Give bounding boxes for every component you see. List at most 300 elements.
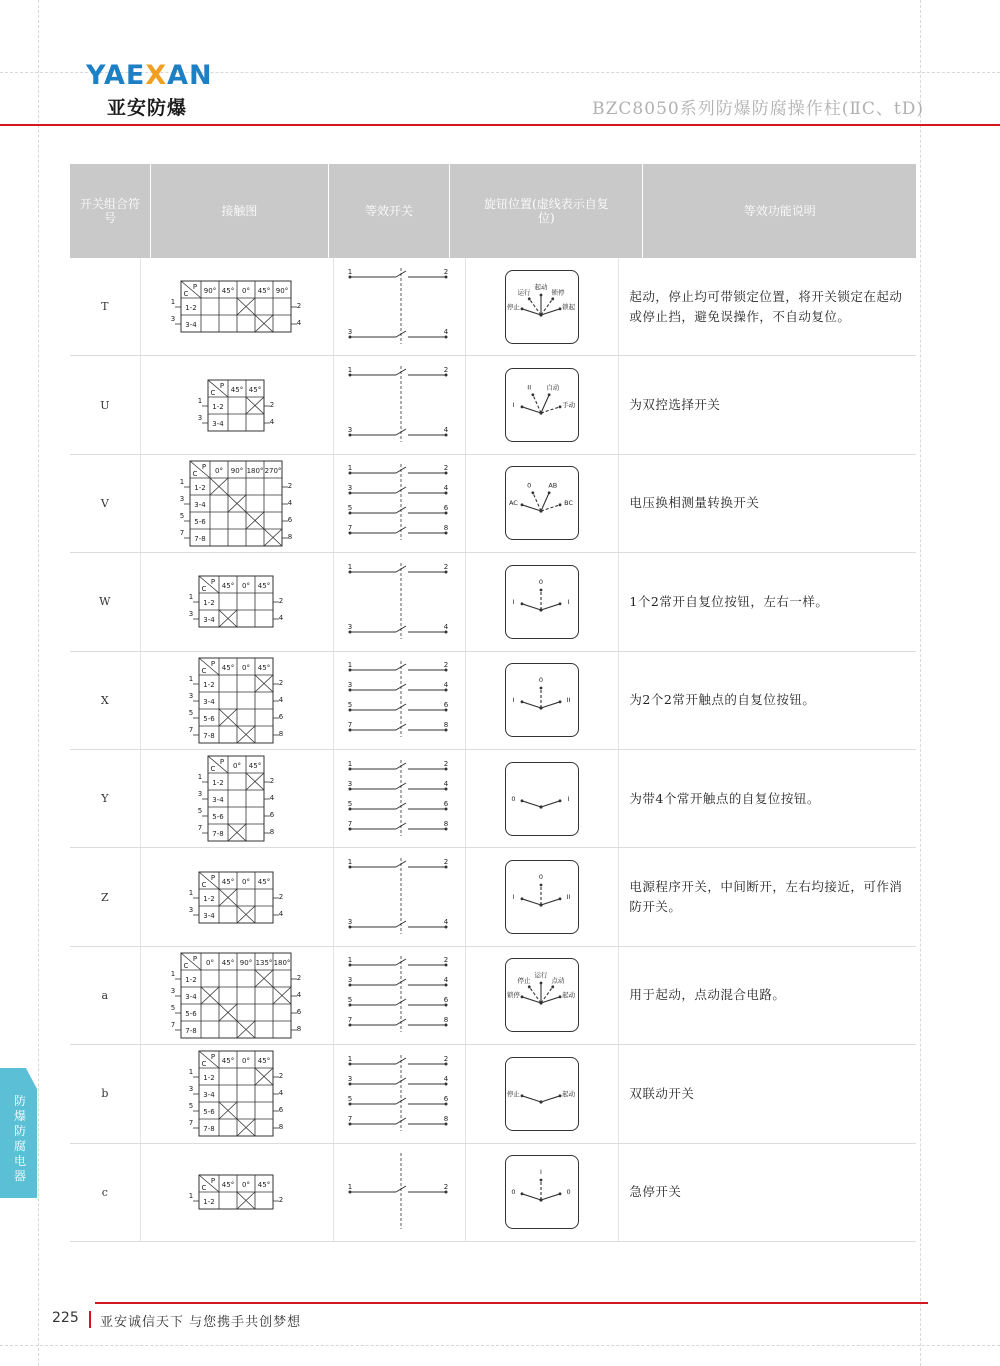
diagram-corner-c: C	[201, 585, 207, 594]
knob-position-cell	[466, 947, 619, 1044]
contact-diagram-cell	[141, 356, 334, 453]
knob-position-label: 0	[566, 1188, 571, 1197]
terminal-label: 6	[278, 1106, 283, 1115]
diagram-contact-label: 3-4	[185, 992, 197, 1001]
diagram-corner-p: P	[210, 659, 215, 668]
equivalent-switch-cell	[334, 848, 466, 945]
terminal-label: 1	[197, 773, 202, 782]
diagram-contact-label: 1-2	[203, 1074, 215, 1083]
knob-position-label: 锁停	[551, 288, 565, 297]
knob-position-diagram	[505, 860, 579, 934]
terminal-label: 1	[348, 1183, 353, 1192]
knob-position-cell	[466, 356, 619, 453]
table-row	[70, 455, 916, 553]
diagram-angle-label: 45°	[257, 287, 270, 296]
diagram-angle-label: 0°	[214, 466, 223, 475]
terminal-label: 7	[348, 1016, 353, 1025]
terminal-label: 2	[296, 302, 301, 311]
switch-symbol: Z	[101, 890, 109, 904]
terminal-label: 5	[188, 708, 193, 717]
table-row	[70, 652, 916, 750]
terminal-label: 4	[287, 498, 292, 507]
table-row	[70, 553, 916, 651]
contact-diagram-cell	[141, 258, 334, 355]
terminal-label: 3	[188, 905, 193, 914]
diagram-contact-label: 5-6	[212, 813, 224, 822]
knob-position-diagram	[505, 958, 579, 1032]
terminal-label: 2	[278, 1072, 283, 1081]
terminal-label: 4	[296, 319, 301, 328]
knob-position-diagram	[505, 1057, 579, 1131]
terminal-label: 1	[348, 858, 353, 867]
terminal-label: 2	[444, 661, 449, 670]
terminal-label: 3	[348, 1074, 353, 1083]
knob-position-label: 0	[539, 873, 544, 882]
diagram-contact-label: 3-4	[203, 616, 215, 625]
terminal-label: 4	[278, 614, 283, 623]
diagram-contact-label: 1-2	[212, 779, 224, 788]
knob-position-cell	[466, 652, 619, 749]
diagram-contact-label: 5-6	[185, 1009, 197, 1018]
diagram-contact-label: 5-6	[203, 1108, 215, 1117]
equivalent-switch-diagram	[344, 1149, 454, 1235]
diagram-corner-p: P	[192, 954, 197, 963]
diagram-angle-label: 180°	[246, 466, 264, 475]
terminal-label: 1	[348, 267, 353, 276]
diagram-contact-label: 1-2	[185, 304, 197, 313]
diagram-corner-p: P	[192, 283, 197, 292]
row-symbol-cell	[70, 750, 141, 847]
diagram-angle-label: 45°	[257, 582, 270, 591]
terminal-label: 8	[278, 1123, 283, 1132]
terminal-label: 1	[179, 477, 184, 486]
diagram-corner-p: P	[210, 1177, 215, 1186]
contact-diagram	[176, 458, 298, 549]
terminal-label: 2	[444, 858, 449, 867]
knob-position-label: 手动	[562, 401, 576, 410]
knob-position-diagram	[505, 565, 579, 639]
diagram-contact-label: 3-4	[185, 321, 197, 330]
terminal-label: 1	[197, 396, 202, 405]
diagram-angle-label: 45°	[257, 877, 270, 886]
knob-position-label: 运行	[534, 971, 548, 980]
knob-position-label: 停止	[507, 302, 521, 311]
terminal-label: 8	[287, 532, 292, 541]
terminal-label: 3	[348, 484, 353, 493]
terminal-label: 7	[348, 721, 353, 730]
diagram-angle-label: 45°	[221, 663, 234, 672]
terminal-label: 8	[269, 828, 274, 837]
knob-position-label: 自动	[546, 383, 560, 392]
equivalent-switch-diagram	[344, 657, 454, 743]
diagram-corner-p: P	[210, 1053, 215, 1062]
diagram-angle-label: 45°	[221, 1057, 234, 1066]
diagram-angle-label: 0°	[241, 287, 250, 296]
terminal-label: 5	[197, 807, 202, 816]
terminal-label: 4	[269, 794, 274, 803]
function-description-cell	[619, 1045, 916, 1142]
diagram-angle-label: 180°	[273, 958, 291, 967]
diagram-contact-label: 5-6	[194, 517, 206, 526]
terminal-label: 3	[170, 315, 175, 324]
knob-position-label: 起动	[562, 991, 576, 1000]
terminal-label: 2	[444, 956, 449, 965]
contact-diagram	[185, 1048, 289, 1139]
equivalent-switch-cell	[334, 1144, 466, 1241]
terminal-label: 4	[296, 990, 301, 999]
equivalent-switch-diagram	[344, 362, 454, 448]
contact-diagram	[194, 753, 280, 844]
function-description-cell	[619, 750, 916, 847]
equivalent-switch-diagram	[344, 1051, 454, 1137]
terminal-label: 1	[348, 464, 353, 473]
table-row	[70, 1144, 916, 1242]
switch-symbol: Y	[101, 792, 109, 806]
terminal-label: 1	[170, 969, 175, 978]
col-header-contact-diagram: 接触图	[151, 164, 329, 258]
table-header	[70, 164, 916, 258]
diagram-angle-label: 45°	[230, 385, 243, 394]
knob-position-cell	[466, 1045, 619, 1142]
terminal-label: 2	[278, 678, 283, 687]
col-header-function: 等效功能说明	[743, 204, 816, 218]
terminal-label: 5	[348, 701, 353, 710]
switch-symbol: U	[100, 398, 110, 412]
diagram-contact-label: 1-2	[203, 1198, 215, 1207]
terminal-label: 4	[444, 779, 449, 788]
function-description: 电源程序开关，中间断开，左右均接近，可作消防开关。	[629, 879, 903, 915]
terminal-label: 1	[348, 759, 353, 768]
knob-position-diagram	[505, 762, 579, 836]
diagram-angle-label: 45°	[248, 762, 261, 771]
diagram-contact-label: 1-2	[212, 402, 224, 411]
knob-position-cell	[466, 258, 619, 355]
row-symbol-cell	[70, 1045, 141, 1142]
diagram-angle-label: 0°	[205, 958, 214, 967]
equivalent-switch-diagram	[344, 264, 454, 350]
knob-position-label: I	[512, 696, 515, 705]
crop-guide-left	[38, 0, 39, 1366]
knob-position-label: AB	[548, 481, 558, 490]
row-symbol-cell	[70, 947, 141, 1044]
switch-symbol: c	[101, 1185, 108, 1199]
terminal-label: 6	[444, 996, 449, 1005]
knob-position-label: 0	[511, 1188, 516, 1197]
terminal-label: 3	[348, 327, 353, 336]
table-row	[70, 848, 916, 946]
knob-position-label: I	[512, 401, 515, 410]
terminal-label: 7	[188, 1119, 193, 1128]
diagram-contact-label: 3-4	[203, 1091, 215, 1100]
diagram-corner-c: C	[201, 1060, 207, 1069]
diagram-corner-c: C	[183, 961, 189, 970]
diagram-corner-c: C	[210, 765, 216, 774]
diagram-contact-label: 5-6	[203, 714, 215, 723]
crop-guide-bottom	[0, 1345, 1000, 1346]
terminal-label: 2	[278, 597, 283, 606]
diagram-contact-label: 3-4	[203, 911, 215, 920]
diagram-angle-label: 45°	[257, 1057, 270, 1066]
knob-position-label: 运行	[517, 288, 531, 297]
terminal-label: 3	[188, 610, 193, 619]
knob-position-label: I	[567, 597, 570, 606]
knob-position-diagram	[505, 1155, 579, 1229]
terminal-label: 1	[170, 298, 175, 307]
terminal-label: 2	[296, 973, 301, 982]
diagram-corner-c: C	[210, 388, 216, 397]
terminal-label: 1	[188, 1068, 193, 1077]
diagram-corner-p: P	[219, 381, 224, 390]
contact-diagram-cell	[141, 947, 334, 1044]
terminal-label: 2	[444, 1183, 449, 1192]
contact-diagram	[185, 655, 289, 746]
logo-part-3: AN	[167, 60, 213, 91]
contact-diagram-cell	[141, 1045, 334, 1142]
terminal-label: 6	[444, 504, 449, 513]
equivalent-switch-cell	[334, 652, 466, 749]
contact-diagram	[167, 950, 307, 1041]
knob-position-diagram	[505, 368, 579, 442]
diagram-corner-p: P	[201, 462, 206, 471]
contact-diagram-cell	[141, 455, 334, 552]
knob-position-label: 起动	[562, 1089, 576, 1098]
diagram-contact-label: 7-8	[203, 731, 215, 740]
equivalent-switch-cell	[334, 1045, 466, 1142]
terminal-label: 5	[348, 799, 353, 808]
diagram-angle-label: 45°	[221, 877, 234, 886]
equivalent-switch-cell	[334, 455, 466, 552]
page-header-title: BZC8050系列防爆防腐操作柱(ⅡC、tD)	[592, 99, 924, 119]
knob-position-cell	[466, 455, 619, 552]
terminal-label: 3	[197, 413, 202, 422]
terminal-label: 8	[444, 1114, 449, 1123]
terminal-label: 2	[444, 562, 449, 571]
switch-symbol: b	[101, 1087, 109, 1101]
diagram-angle-label: 45°	[248, 385, 261, 394]
diagram-contact-label: 7-8	[203, 1125, 215, 1134]
terminal-label: 8	[278, 729, 283, 738]
diagram-angle-label: 0°	[241, 1181, 250, 1190]
switch-symbol: V	[100, 496, 109, 510]
knob-position-label: 0	[539, 577, 544, 586]
knob-position-label: II	[527, 383, 532, 392]
contact-diagram	[167, 278, 307, 335]
terminal-label: 2	[278, 1196, 283, 1205]
knob-position-cell	[466, 1144, 619, 1241]
terminal-label: 4	[444, 918, 449, 927]
knob-position-label: I	[540, 1168, 543, 1177]
terminal-label: 7	[348, 524, 353, 533]
terminal-label: 7	[348, 1114, 353, 1123]
logo-part-2: X	[145, 60, 168, 91]
equivalent-switch-cell	[334, 553, 466, 650]
equivalent-switch-diagram	[344, 460, 454, 546]
terminal-label: 2	[287, 481, 292, 490]
table-row	[70, 947, 916, 1045]
logo-english	[86, 60, 213, 91]
diagram-angle-label: 0°	[241, 582, 250, 591]
terminal-label: 4	[444, 484, 449, 493]
terminal-label: 4	[444, 681, 449, 690]
diagram-contact-label: 1-2	[203, 894, 215, 903]
terminal-label: 3	[197, 790, 202, 799]
knob-position-label: 锁起	[562, 302, 576, 311]
contact-diagram	[185, 869, 289, 926]
knob-position-label: AC	[509, 499, 519, 508]
function-description-cell	[619, 652, 916, 749]
function-description-cell	[619, 455, 916, 552]
diagram-corner-p: P	[210, 873, 215, 882]
equivalent-switch-diagram	[344, 952, 454, 1038]
terminal-label: 4	[278, 909, 283, 918]
terminal-label: 1	[348, 956, 353, 965]
knob-position-label: 0	[511, 794, 516, 803]
terminal-label: 2	[444, 366, 449, 375]
diagram-corner-c: C	[192, 469, 198, 478]
knob-position-label: I	[512, 893, 515, 902]
diagram-angle-label: 90°	[239, 958, 252, 967]
terminal-label: 2	[444, 1054, 449, 1063]
col-header-equivalent-switch: 等效开关	[329, 164, 451, 258]
equivalent-switch-cell	[334, 947, 466, 1044]
terminal-label: 7	[188, 725, 193, 734]
diagram-contact-label: 1-2	[185, 975, 197, 984]
contact-diagram-cell	[141, 652, 334, 749]
knob-position-cell	[466, 848, 619, 945]
terminal-label: 6	[269, 811, 274, 820]
knob-position-diagram	[505, 663, 579, 737]
diagram-angle-label: 45°	[221, 1181, 234, 1190]
contact-diagram	[185, 1172, 289, 1212]
col-header-symbol: 开关组合符号	[70, 164, 151, 258]
table-row	[70, 750, 916, 848]
terminal-label: 3	[348, 918, 353, 927]
terminal-label: 4	[444, 426, 449, 435]
terminal-label: 3	[348, 976, 353, 985]
knob-position-label: II	[566, 696, 571, 705]
function-description: 双联动开关	[629, 1085, 695, 1101]
contact-diagram	[194, 377, 280, 434]
knob-position-label: BC	[564, 499, 574, 508]
knob-position-label: I	[567, 794, 570, 803]
crop-guide-right	[920, 0, 921, 1366]
knob-position-label: 0	[527, 481, 532, 490]
terminal-label: 8	[444, 819, 449, 828]
diagram-contact-label: 3-4	[203, 697, 215, 706]
knob-position-label: 停止	[507, 1089, 521, 1098]
terminal-label: 1	[348, 1054, 353, 1063]
diagram-corner-p: P	[219, 758, 224, 767]
diagram-contact-label: 3-4	[194, 500, 206, 509]
terminal-label: 5	[179, 511, 184, 520]
row-symbol-cell	[70, 652, 141, 749]
diagram-contact-label: 3-4	[212, 796, 224, 805]
row-symbol-cell	[70, 553, 141, 650]
function-description: 为2个2常开触点的自复位按钮。	[629, 692, 816, 708]
function-description: 为双控选择开关	[629, 397, 721, 413]
row-symbol-cell	[70, 455, 141, 552]
diagram-contact-label: 1-2	[203, 599, 215, 608]
function-description: 1个2常开自复位按钮，左右一样。	[629, 593, 829, 609]
function-description-cell	[619, 1144, 916, 1241]
terminal-label: 4	[444, 1074, 449, 1083]
diagram-corner-c: C	[201, 666, 207, 675]
knob-position-label: 停止	[517, 976, 531, 985]
terminal-label: 1	[348, 562, 353, 571]
diagram-angle-label: 90°	[203, 287, 216, 296]
terminal-label: 2	[278, 892, 283, 901]
logo-chinese: 亚安防爆	[107, 97, 188, 119]
function-description-cell	[619, 258, 916, 355]
terminal-label: 2	[269, 400, 274, 409]
equivalent-switch-diagram	[344, 756, 454, 842]
terminal-label: 7	[179, 528, 184, 537]
terminal-label: 3	[188, 1085, 193, 1094]
equivalent-switch-cell	[334, 258, 466, 355]
page-number: 225	[52, 1310, 79, 1326]
footer-slogan: 亚安诚信天下 与您携手共创梦想	[100, 1315, 302, 1330]
diagram-angle-label: 45°	[221, 958, 234, 967]
switch-combination-table	[70, 164, 916, 1242]
terminal-label: 3	[188, 691, 193, 700]
table-row	[70, 1045, 916, 1143]
terminal-label: 8	[444, 524, 449, 533]
knob-position-diagram	[505, 466, 579, 540]
terminal-label: 1	[348, 366, 353, 375]
knob-position-label: 点动	[551, 976, 565, 985]
function-description: 为带4个常开触点的自复位按钮。	[629, 790, 820, 806]
diagram-angle-label: 45°	[221, 287, 234, 296]
diagram-corner-c: C	[183, 290, 189, 299]
diagram-contact-label: 7-8	[194, 534, 206, 543]
function-description-cell	[619, 848, 916, 945]
terminal-label: 5	[348, 996, 353, 1005]
function-description: 起动，停止均可带锁定位置，将开关锁定在起动或停止挡，避免误操作，不自动复位。	[629, 288, 903, 324]
switch-symbol: T	[101, 300, 109, 314]
terminal-label: 3	[170, 986, 175, 995]
terminal-label: 6	[287, 515, 292, 524]
contact-diagram-cell	[141, 848, 334, 945]
diagram-angle-label: 0°	[241, 1057, 250, 1066]
table-body	[70, 258, 916, 1242]
diagram-angle-label: 135°	[255, 958, 273, 967]
terminal-label: 2	[444, 464, 449, 473]
equivalent-switch-cell	[334, 356, 466, 453]
terminal-label: 5	[348, 1094, 353, 1103]
function-description-cell	[619, 947, 916, 1044]
terminal-label: 7	[170, 1020, 175, 1029]
diagram-corner-c: C	[201, 880, 207, 889]
terminal-label: 6	[278, 712, 283, 721]
header-divider	[0, 124, 1000, 126]
terminal-label: 4	[278, 695, 283, 704]
diagram-contact-label: 7-8	[212, 830, 224, 839]
terminal-label: 6	[444, 701, 449, 710]
diagram-angle-label: 0°	[241, 663, 250, 672]
function-description-cell	[619, 356, 916, 453]
terminal-label: 7	[197, 824, 202, 833]
footer-divider	[95, 1302, 928, 1304]
function-description: 电压换相测量转换开关	[629, 495, 760, 511]
terminal-label: 2	[444, 759, 449, 768]
knob-position-label: 0	[539, 676, 544, 685]
diagram-angle-label: 0°	[241, 877, 250, 886]
terminal-label: 5	[170, 1003, 175, 1012]
contact-diagram	[185, 573, 289, 630]
terminal-label: 8	[296, 1024, 301, 1033]
diagram-contact-label: 3-4	[212, 419, 224, 428]
switch-symbol: X	[100, 693, 109, 707]
